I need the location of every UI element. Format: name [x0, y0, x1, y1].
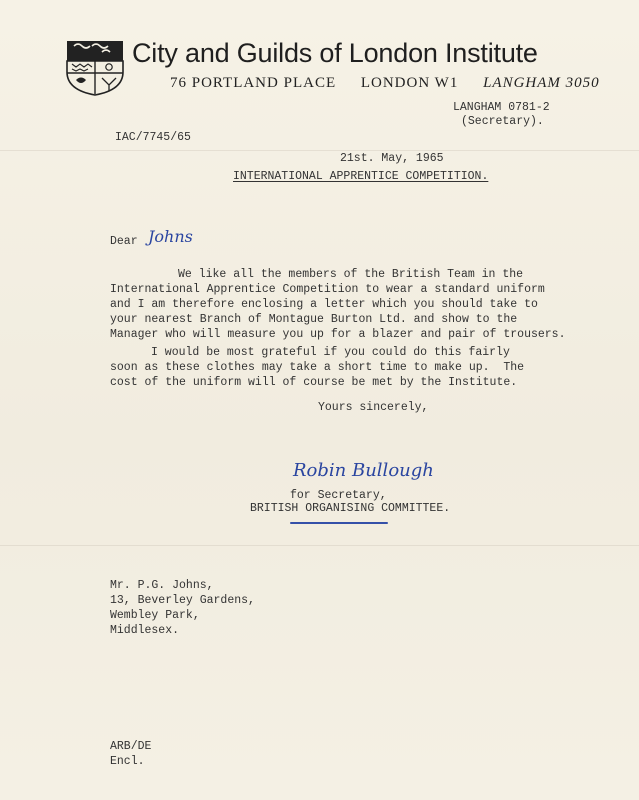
signatory-committee: BRITISH ORGANISING COMMITTEE.: [250, 502, 451, 515]
handwritten-signature: Robin Bullough: [293, 460, 434, 481]
paper-fold: [0, 545, 639, 546]
body-paragraph-2: [110, 345, 524, 390]
address-line: Middlesex.: [110, 624, 180, 637]
signatory-title: for Secretary,: [290, 489, 387, 502]
address-line: Mr. P.G. Johns,: [110, 579, 214, 592]
letterhead-phone: LANGHAM 3050: [483, 75, 600, 91]
crest-logo-icon: [66, 40, 124, 96]
paragraph-line: We like all the members of the British Team in the: [178, 268, 524, 281]
city-address: LONDON W1: [360, 75, 459, 91]
street-address: 76 PORTLAND PLACE: [170, 75, 337, 91]
paragraph-line: soon as these clothes may take a short time to make up. The: [110, 361, 525, 374]
paragraph-line: and I am therefore enclosing a letter which you should take to: [110, 298, 538, 311]
letterhead-address: [170, 75, 600, 92]
typist-initials: ARB/DE: [110, 740, 152, 753]
paper-fold: [0, 150, 639, 151]
body-paragraph-1: [110, 267, 565, 342]
letter-date: 21st. May, 1965: [340, 152, 444, 165]
signature-underline: [290, 522, 388, 524]
reference-number: IAC/7745/65: [115, 131, 191, 144]
salutation-name: Johns: [148, 227, 193, 246]
paragraph-line: Manager who will measure you up for a blazer and pair of trousers.: [110, 328, 566, 341]
enclosure-note: Encl.: [110, 755, 145, 768]
subject-line: INTERNATIONAL APPRENTICE COMPETITION.: [233, 170, 489, 183]
recipient-address: [110, 578, 255, 638]
secretary-phone: LANGHAM 0781-2: [453, 101, 550, 114]
paragraph-line: your nearest Branch of Montague Burton Ltd. and show to the: [110, 313, 518, 326]
institution-name: City and Guilds of London Institute: [132, 38, 538, 68]
address-line: 13, Beverley Gardens,: [110, 594, 255, 607]
salutation-dear: Dear: [110, 235, 138, 248]
paragraph-line: International Apprentice Competition to wear a standard uniform: [110, 283, 545, 296]
closing-line: Yours sincerely,: [318, 401, 429, 414]
secretary-label: (Secretary).: [461, 115, 544, 128]
paragraph-line: cost of the uniform will of course be met by the Institute.: [110, 376, 518, 389]
paragraph-line: I would be most grateful if you could do this fairly: [151, 346, 510, 359]
address-line: Wembley Park,: [110, 609, 200, 622]
